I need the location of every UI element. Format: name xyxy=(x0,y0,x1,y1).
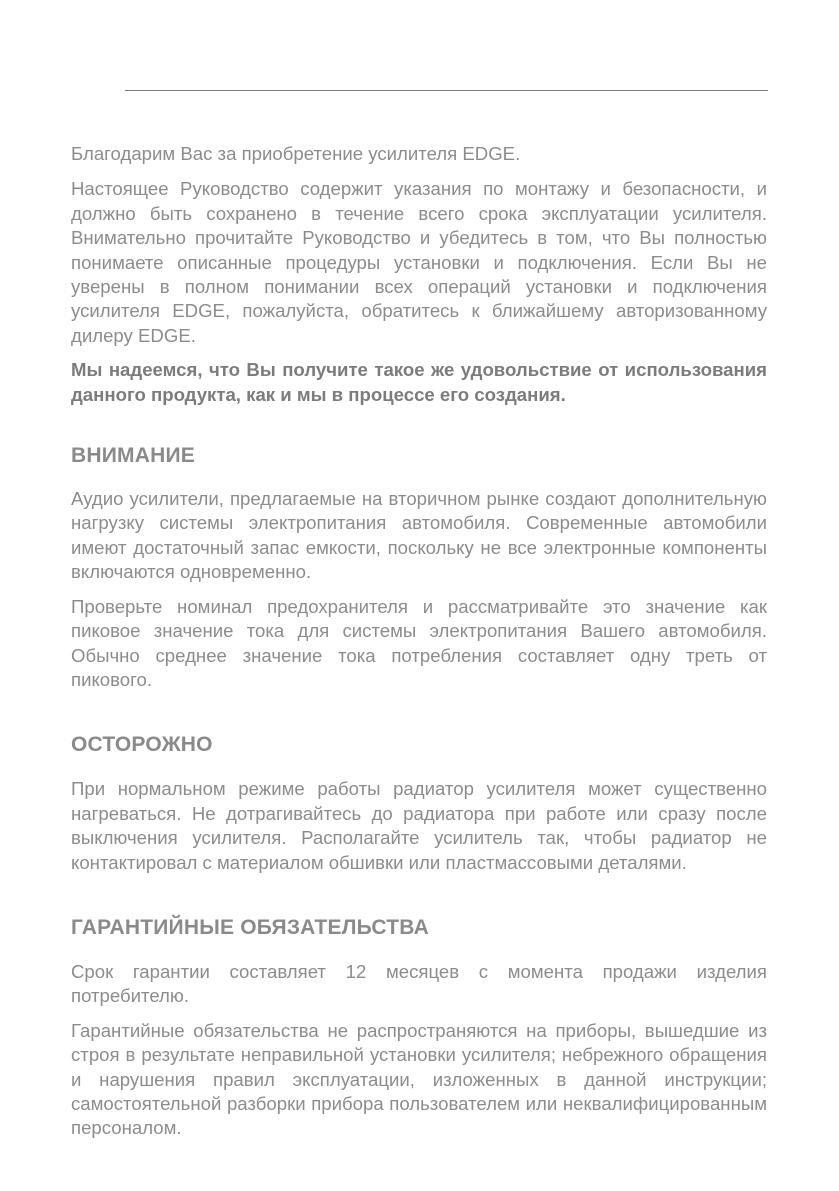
warning-paragraph-2: Проверьте номинал предохранителя и рассматривайте это значение как пиковое значение тока для системы электропитания Вашего автомобиля. Обычно среднее значение тока потребления составляет одну треть от пикового. xyxy=(71,595,767,690)
hope-paragraph: Мы надеемся, что Вы получите такое же удовольствие от использования данного продукта, как и мы в процессе его создания. xyxy=(71,359,767,405)
warranty-paragraph-2: Гарантийные обязательства не распространяются на приборы, вышедшие из строя в результате неправильной установки усилителя; небрежного обращения и нарушения правил эксплуатации, изложенных в данной инструкции; самостоятельной разборки прибора пользователем или неквалифицированным персоналом. xyxy=(71,1019,767,1139)
caution-paragraph-1: При нормальном режиме работы радиатор усилителя может существенно нагреваться. Не дотрагивайтесь до радиатора при работе или сразу после выключения усилителя. Располагайте усилитель так, чтобы радиатор не контактировал с материалом обшивки или пластмассовыми деталями. xyxy=(71,778,767,873)
header-rule xyxy=(125,90,768,91)
warning-heading: ВНИМАНИЕ xyxy=(71,444,195,468)
page-content xyxy=(71,142,767,1151)
caution-heading: ОСТОРОЖНО xyxy=(71,733,213,757)
caution-section xyxy=(71,732,767,875)
warning-paragraph-1: Аудио усилители, предлагаемые на вторичном рынке создают дополнительную нагрузку системы электропитания автомобиля. Современные автомобили имеют достаточный запас емкости, поскольку не все электронные компоненты включаются одновременно. xyxy=(71,488,767,583)
warranty-heading: ГАРАНТИЙНЫЕ ОБЯЗАТЕЛЬСТВА xyxy=(71,915,429,939)
manual-paragraph: Настоящее Руководство содержит указания по монтажу и безопасности, и должно быть сохранено в течение всего срока эксплуатации усилителя. Внимательно прочитайте Руководство и убедитесь в том, что Вы полностью понимаете описанные процедуры установки и подключения. Если Вы не уверены в полном понимании всех операций установки и подключения усилителя EDGE, пожалуйста, обратитесь к ближайшему авторизованному дилеру EDGE. xyxy=(71,178,767,346)
warranty-section xyxy=(71,915,767,1141)
warranty-paragraph-1: Срок гарантии составляет 12 месяцев с момента продажи изделия потребителю. xyxy=(71,960,767,1007)
warning-section xyxy=(71,443,767,692)
thanks-paragraph: Благодарим Вас за приобретение усилителя EDGE. xyxy=(71,143,521,164)
